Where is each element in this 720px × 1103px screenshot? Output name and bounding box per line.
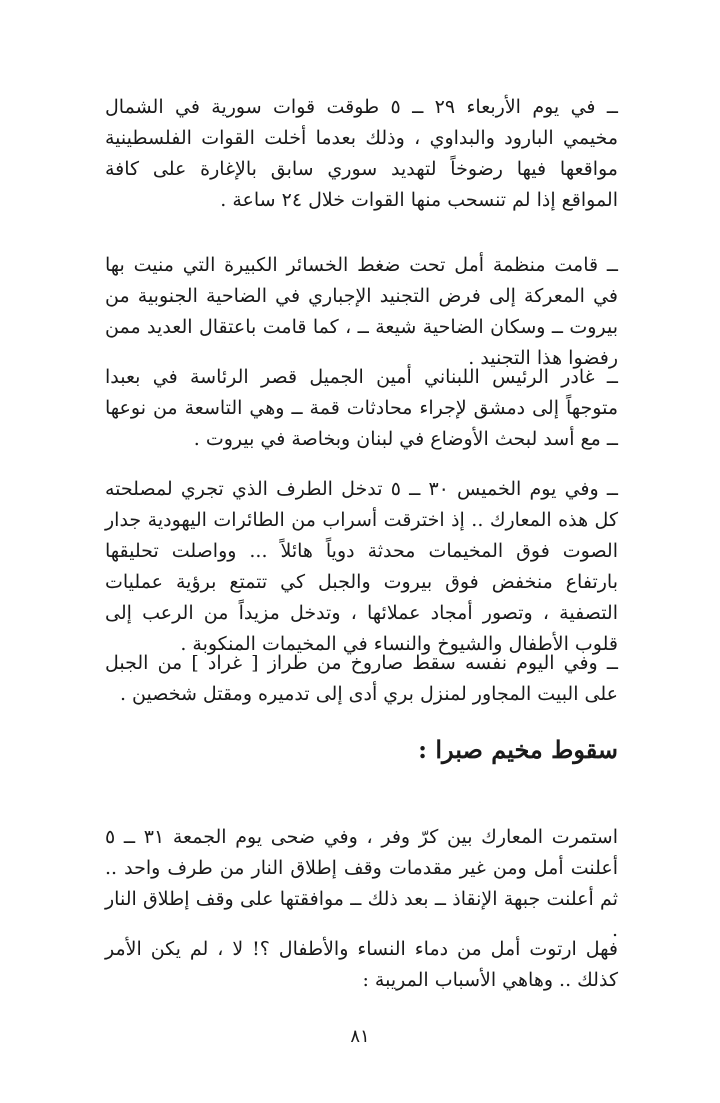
paragraph-siege-north-camps: ــ في يوم الأربعاء ٢٩ ــ ٥ طوقت قوات سورية في الشمال مخيمي البارود والبداوي ، وذلك بعدما أخلت القوات الفلسطينية مواقعها فيها رضوخاً لتهديد سوري سابق بالإغارة على كافة المواقع إذا لم تنسحب منها القوات خلال ٢٤ ساعة . <box>105 96 619 211</box>
page-number: ٨١ <box>350 1026 370 1047</box>
paragraph-gemayel-damascus: ــ غادر الرئيس اللبناني أمين الجميل قصر الرئاسة في بعبدا متوجهاً إلى دمشق لإجراء محادثات قمة ــ وهي التاسعة من نوعها ــ مع أسد لبحث الأوضاع في لبنان وبخاصة في بيروت . <box>105 366 618 450</box>
paragraph-amal-conscription: ــ قامت منظمة أمل تحت ضغط الخسائر الكبيرة التي منيت بها في المعركة إلى فرض التجنيد الإجباري في الضاحية الجنوبية من بيروت ــ وسكان الضاحية شيعة ــ ، كما قامت باعتقال العديد ممن رفضوا هذا التجنيد . <box>105 254 618 369</box>
paragraph-grad-rocket: ــ وفي اليوم نفسه سقط صاروخ من طراز [ غراد ] من الجبل على البيت المجاور لمنزل بري أدى إلى تدميره ومقتل شخصين . <box>105 652 618 705</box>
paragraph-israeli-jets: ــ وفي يوم الخميس ٣٠ ــ ٥ تدخل الطرف الذي تجري لمصلحته كل هذه المعارك .. إذ اخترقت أسراب من الطائرات اليهودية جدار الصوت فوق المخيمات محدثة دوياً هائلاً ... وواصلت تحليقها بارتفاع منخفض فوق بيروت والجبل كي تتمتع برؤية عمليات التصفية ، وتصور أمجاد عملائها ، وتدخل مزيداً من الرعب إلى قلوب الأطفال والشيوخ والنساء في المخيمات المنكوبة . <box>105 478 618 655</box>
section-heading: سقوط مخيم صبرا : <box>418 735 618 764</box>
paragraph-ceasefire: استمرت المعارك بين كرّ وفر ، وفي ضحى يوم الجمعة ٣١ ــ ٥ أعلنت أمل ومن غير مقدمات وقف إطلاق النار من طرف واحد .. ثم أعلنت جبهة الإنقاذ ــ بعد ذلك ــ موافقتها على وقف إطلاق النار . <box>105 826 618 941</box>
paragraph-suspicious-reasons: فهل ارتوت أمل من دماء النساء والأطفال ؟! لا ، لم يكن الأمر كذلك .. وهاهي الأسباب المريبة : <box>105 938 618 991</box>
